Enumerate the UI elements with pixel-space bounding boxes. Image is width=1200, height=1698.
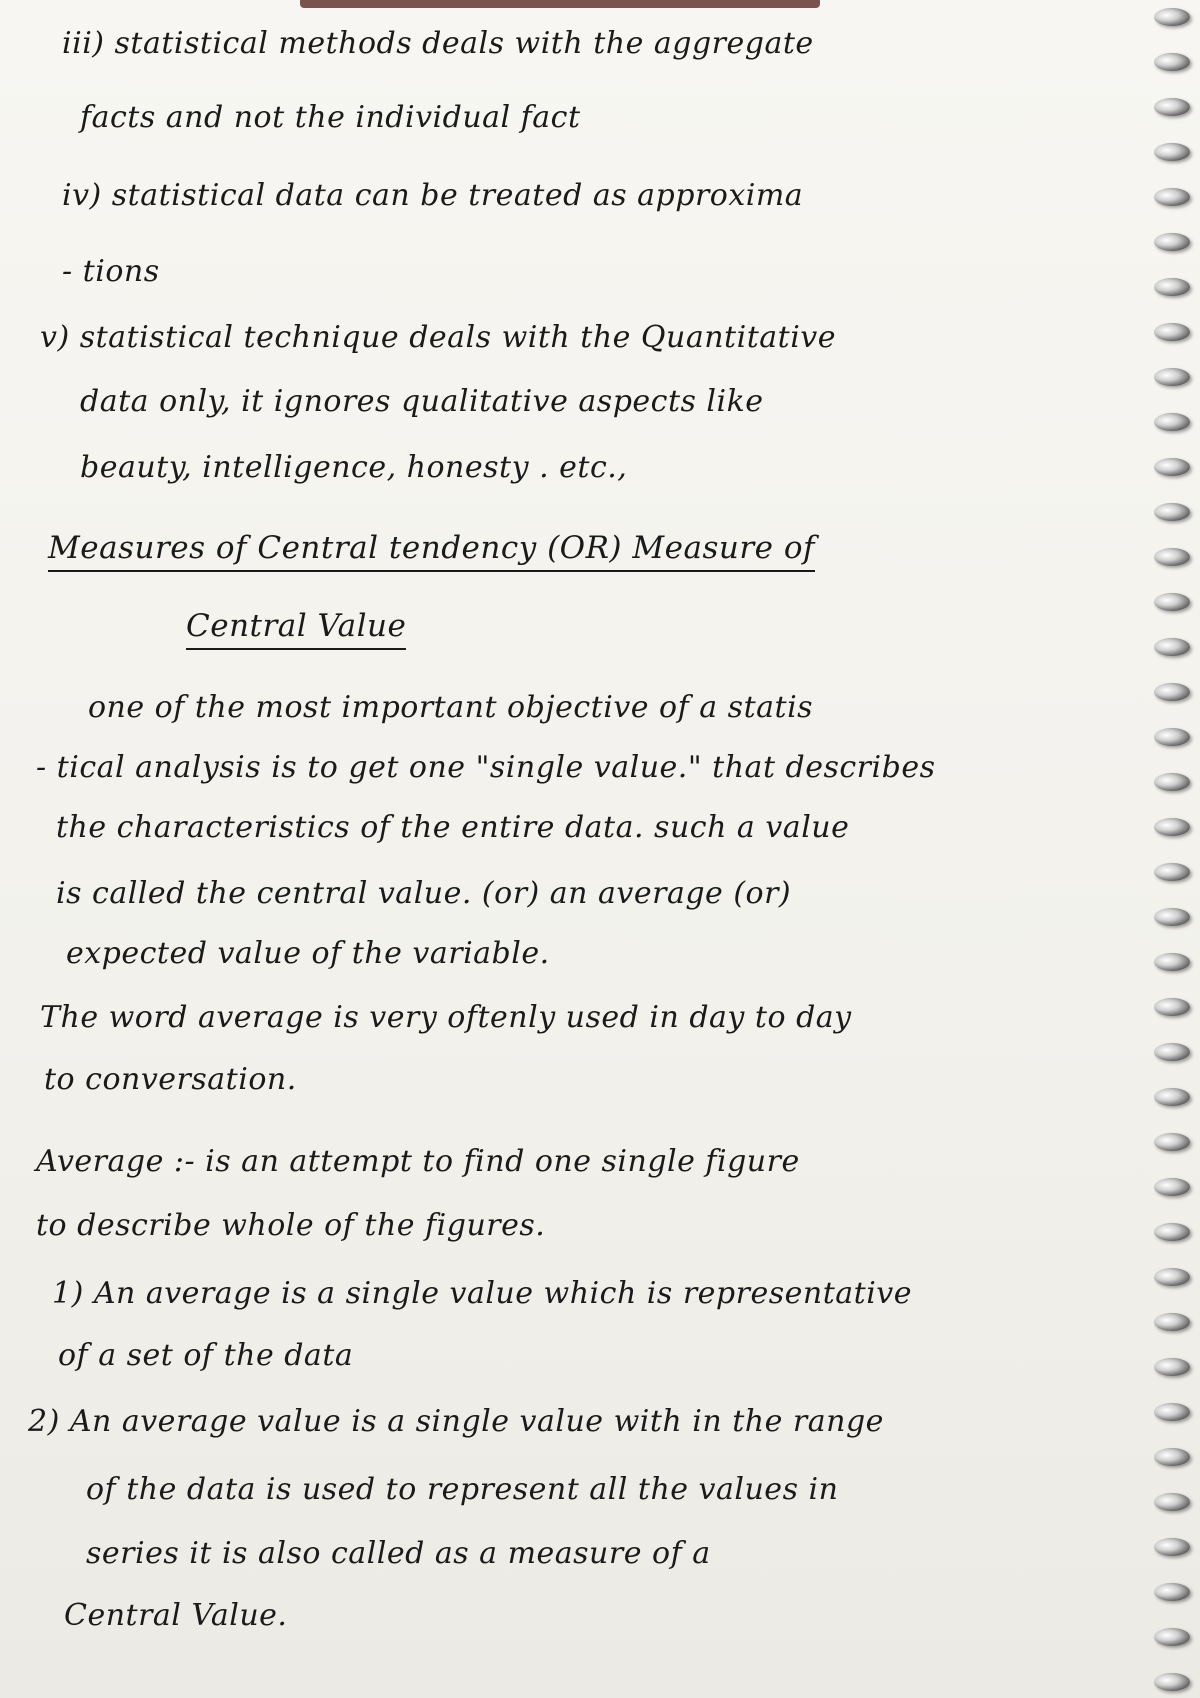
text-line-8: one of the most important objective of a statis bbox=[88, 690, 814, 725]
text-line-5: v) statistical technique deals with the Quantitative bbox=[40, 320, 836, 355]
spiral-ring bbox=[1154, 908, 1190, 926]
text-line-12: expected value of the variable. bbox=[66, 936, 550, 971]
top-edge-shadow bbox=[300, 0, 820, 8]
spiral-ring bbox=[1154, 8, 1190, 26]
spiral-ring bbox=[1154, 98, 1190, 116]
text-line-18: 2) An average value is a single value with in the range bbox=[28, 1404, 884, 1439]
spiral-ring bbox=[1154, 683, 1190, 701]
spiral-ring bbox=[1154, 233, 1190, 251]
text-line-10: the characteristics of the entire data. such a value bbox=[56, 810, 850, 845]
text-line-20: series it is also called as a measure of a bbox=[86, 1536, 711, 1571]
text-line-4: - tions bbox=[62, 254, 160, 289]
spiral-ring bbox=[1154, 1628, 1190, 1646]
spiral-ring bbox=[1154, 638, 1190, 656]
spiral-ring bbox=[1154, 53, 1190, 71]
text-line-11: is called the central value. (or) an average (or) bbox=[56, 876, 792, 911]
text-line-7: beauty, intelligence, honesty . etc., bbox=[80, 450, 628, 485]
text-line-1: iii) statistical methods deals with the aggregate bbox=[62, 26, 814, 61]
spiral-ring bbox=[1154, 953, 1190, 971]
spiral-ring bbox=[1154, 773, 1190, 791]
text-line-3: iv) statistical data can be treated as approxima bbox=[62, 178, 804, 213]
text-line-21: Central Value. bbox=[64, 1598, 288, 1633]
spiral-ring bbox=[1154, 1358, 1190, 1376]
spiral-ring bbox=[1154, 188, 1190, 206]
spiral-ring bbox=[1154, 1268, 1190, 1286]
spiral-ring bbox=[1154, 323, 1190, 341]
spiral-ring bbox=[1154, 458, 1190, 476]
spiral-ring bbox=[1154, 728, 1190, 746]
spiral-ring bbox=[1154, 1043, 1190, 1061]
text-line-9: - tical analysis is to get one "single value." that describes bbox=[36, 750, 936, 785]
spiral-ring bbox=[1154, 503, 1190, 521]
section-heading-cont: Central Value bbox=[186, 606, 406, 650]
average-definition: Average :- is an attempt to find one single figure bbox=[36, 1144, 800, 1179]
spiral-ring bbox=[1154, 143, 1190, 161]
spiral-ring bbox=[1154, 1403, 1190, 1421]
text-line-14: to conversation. bbox=[44, 1062, 297, 1097]
text-line-2: facts and not the individual fact bbox=[80, 100, 581, 135]
spiral-ring bbox=[1154, 1313, 1190, 1331]
text-line-19: of the data is used to represent all the values in bbox=[86, 1472, 839, 1507]
spiral-ring bbox=[1154, 413, 1190, 431]
text-line-15: to describe whole of the figures. bbox=[36, 1208, 546, 1243]
text-line-6: data only, it ignores qualitative aspects like bbox=[80, 384, 764, 419]
spiral-ring bbox=[1154, 1088, 1190, 1106]
spiral-ring bbox=[1154, 863, 1190, 881]
spiral-ring bbox=[1154, 1583, 1190, 1601]
spiral-ring bbox=[1154, 1223, 1190, 1241]
section-heading: Measures of Central tendency (OR) Measure of bbox=[48, 528, 815, 572]
spiral-ring bbox=[1154, 593, 1190, 611]
spiral-ring bbox=[1154, 1673, 1190, 1691]
text-line-16: 1) An average is a single value which is representative bbox=[52, 1276, 912, 1311]
text-line-17: of a set of the data bbox=[58, 1338, 354, 1373]
spiral-ring bbox=[1154, 368, 1190, 386]
spiral-ring bbox=[1154, 1133, 1190, 1151]
spiral-ring bbox=[1154, 998, 1190, 1016]
spiral-ring bbox=[1154, 818, 1190, 836]
spiral-ring bbox=[1154, 1538, 1190, 1556]
spiral-ring bbox=[1154, 278, 1190, 296]
text-line-13: The word average is very oftenly used in day to day bbox=[40, 1000, 852, 1035]
spiral-ring bbox=[1154, 1178, 1190, 1196]
spiral-ring bbox=[1154, 548, 1190, 566]
spiral-ring bbox=[1154, 1493, 1190, 1511]
spiral-ring bbox=[1154, 1448, 1190, 1466]
spiral-binding bbox=[1142, 0, 1200, 1698]
